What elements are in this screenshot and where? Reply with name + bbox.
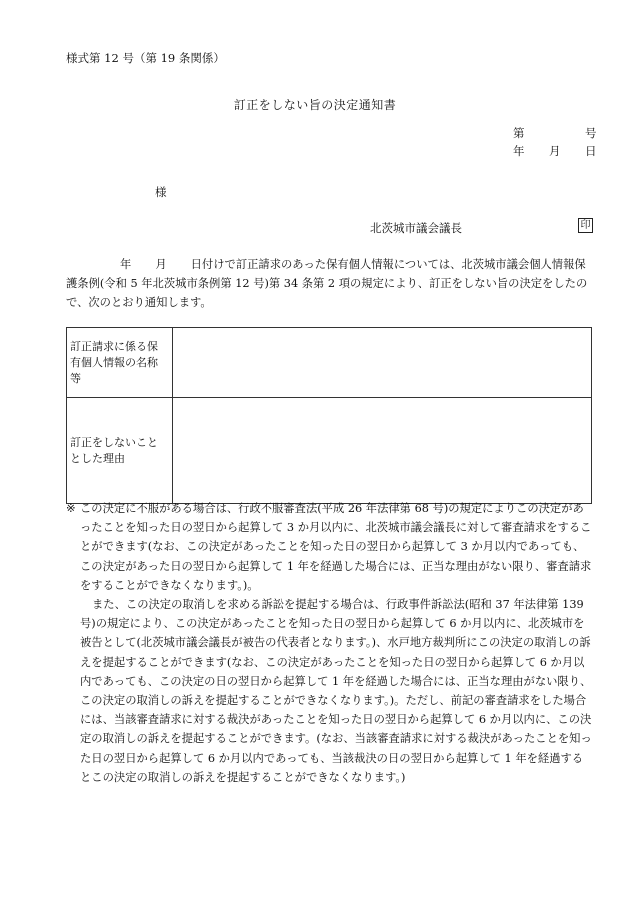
date-year-label: 年	[513, 144, 525, 158]
notice-paragraph-2: また、この決定の取消しを求める訴訟を提起する場合は、行政事件訴訟法(昭和 37 年法律第 139 号)の規定により、この決定があったことを知った日の翌日から起算して 6 か月以内に、北茨城市を被告として(北茨城市議会議長が被告の代表者となります。)、水戸地方裁判所にこの決定の取消しの訴えを提起することができます(なお、この決定があったことを知った日の翌日から起算して 6 か月以内であっても、この決定の日の翌日から起算して 1 年を経過した場合には、正当な理由がない限り、この決定の取消しの訴えを提起することができなくなります。)。ただし、前記の審査請求をした場合には、当該審査請求に対する裁決があったことを知った日の翌日から起算して 6 か月以内に、この決定の取消しの訴えを提起することができます。(なお、当該審査請求に対する裁決があったことを知った日の翌日から起算して 6 か月以内であっても、当該裁決の日の翌日から起算して 1 年を経過するとこの決定の取消しの訴えを提起することができなくなります。)	[80, 598, 592, 784]
notice-paragraph-1-text: この決定に不服がある場合は、行政不服審査法(平成 26 年法律第 68 号)の規定によりこの決定があったことを知った日の翌日から起算して 3 か月以内に、北茨城市議会議長に対して審査請求をすることができます(なお、この決定があったことを知った日の翌日から起算して 3 か月以内であっても、この決定があった日の翌日から起算して 1 年を経過した場合には、正当な理由がない限り、審査請求をすることができなくなります。)。	[80, 502, 592, 592]
seal-mark: 印	[578, 218, 593, 233]
issuer-name: 北茨城市議会議長	[370, 221, 462, 235]
intro-month-label: 月	[155, 258, 167, 271]
appeal-notice	[66, 499, 594, 787]
notice-paragraph-1	[66, 499, 594, 595]
info-name-label: 訂正請求に係る保有個人情報の名称等	[67, 328, 173, 398]
addressee: 様	[155, 185, 167, 199]
document-number-suffix: 号	[585, 126, 597, 140]
intro-body: 日付けで訂正請求のあった保有個人情報については、北茨城市議会個人情報保護条例(令和 5 年北茨城市条例第 12 号)第 34 条第 2 項の規定により、訂正をしない旨の決定をしたので、次のとおり通知します。	[66, 258, 588, 309]
intro-paragraph	[66, 255, 596, 312]
reason-value	[173, 398, 592, 504]
document-number-prefix: 第	[513, 126, 525, 140]
document-title: 訂正をしない旨の決定通知書	[233, 98, 397, 112]
form-number: 様式第 12 号（第 19 条関係）	[66, 51, 225, 65]
date-month-label: 月	[549, 144, 561, 158]
table-row	[67, 398, 592, 504]
intro-year-label: 年	[120, 258, 132, 271]
date-day-label: 日	[585, 144, 597, 158]
notice-mark: ※	[66, 502, 76, 515]
reason-label: 訂正をしないこととした理由	[67, 398, 173, 504]
info-table	[66, 327, 592, 504]
table-row	[67, 328, 592, 398]
info-name-value	[173, 328, 592, 398]
